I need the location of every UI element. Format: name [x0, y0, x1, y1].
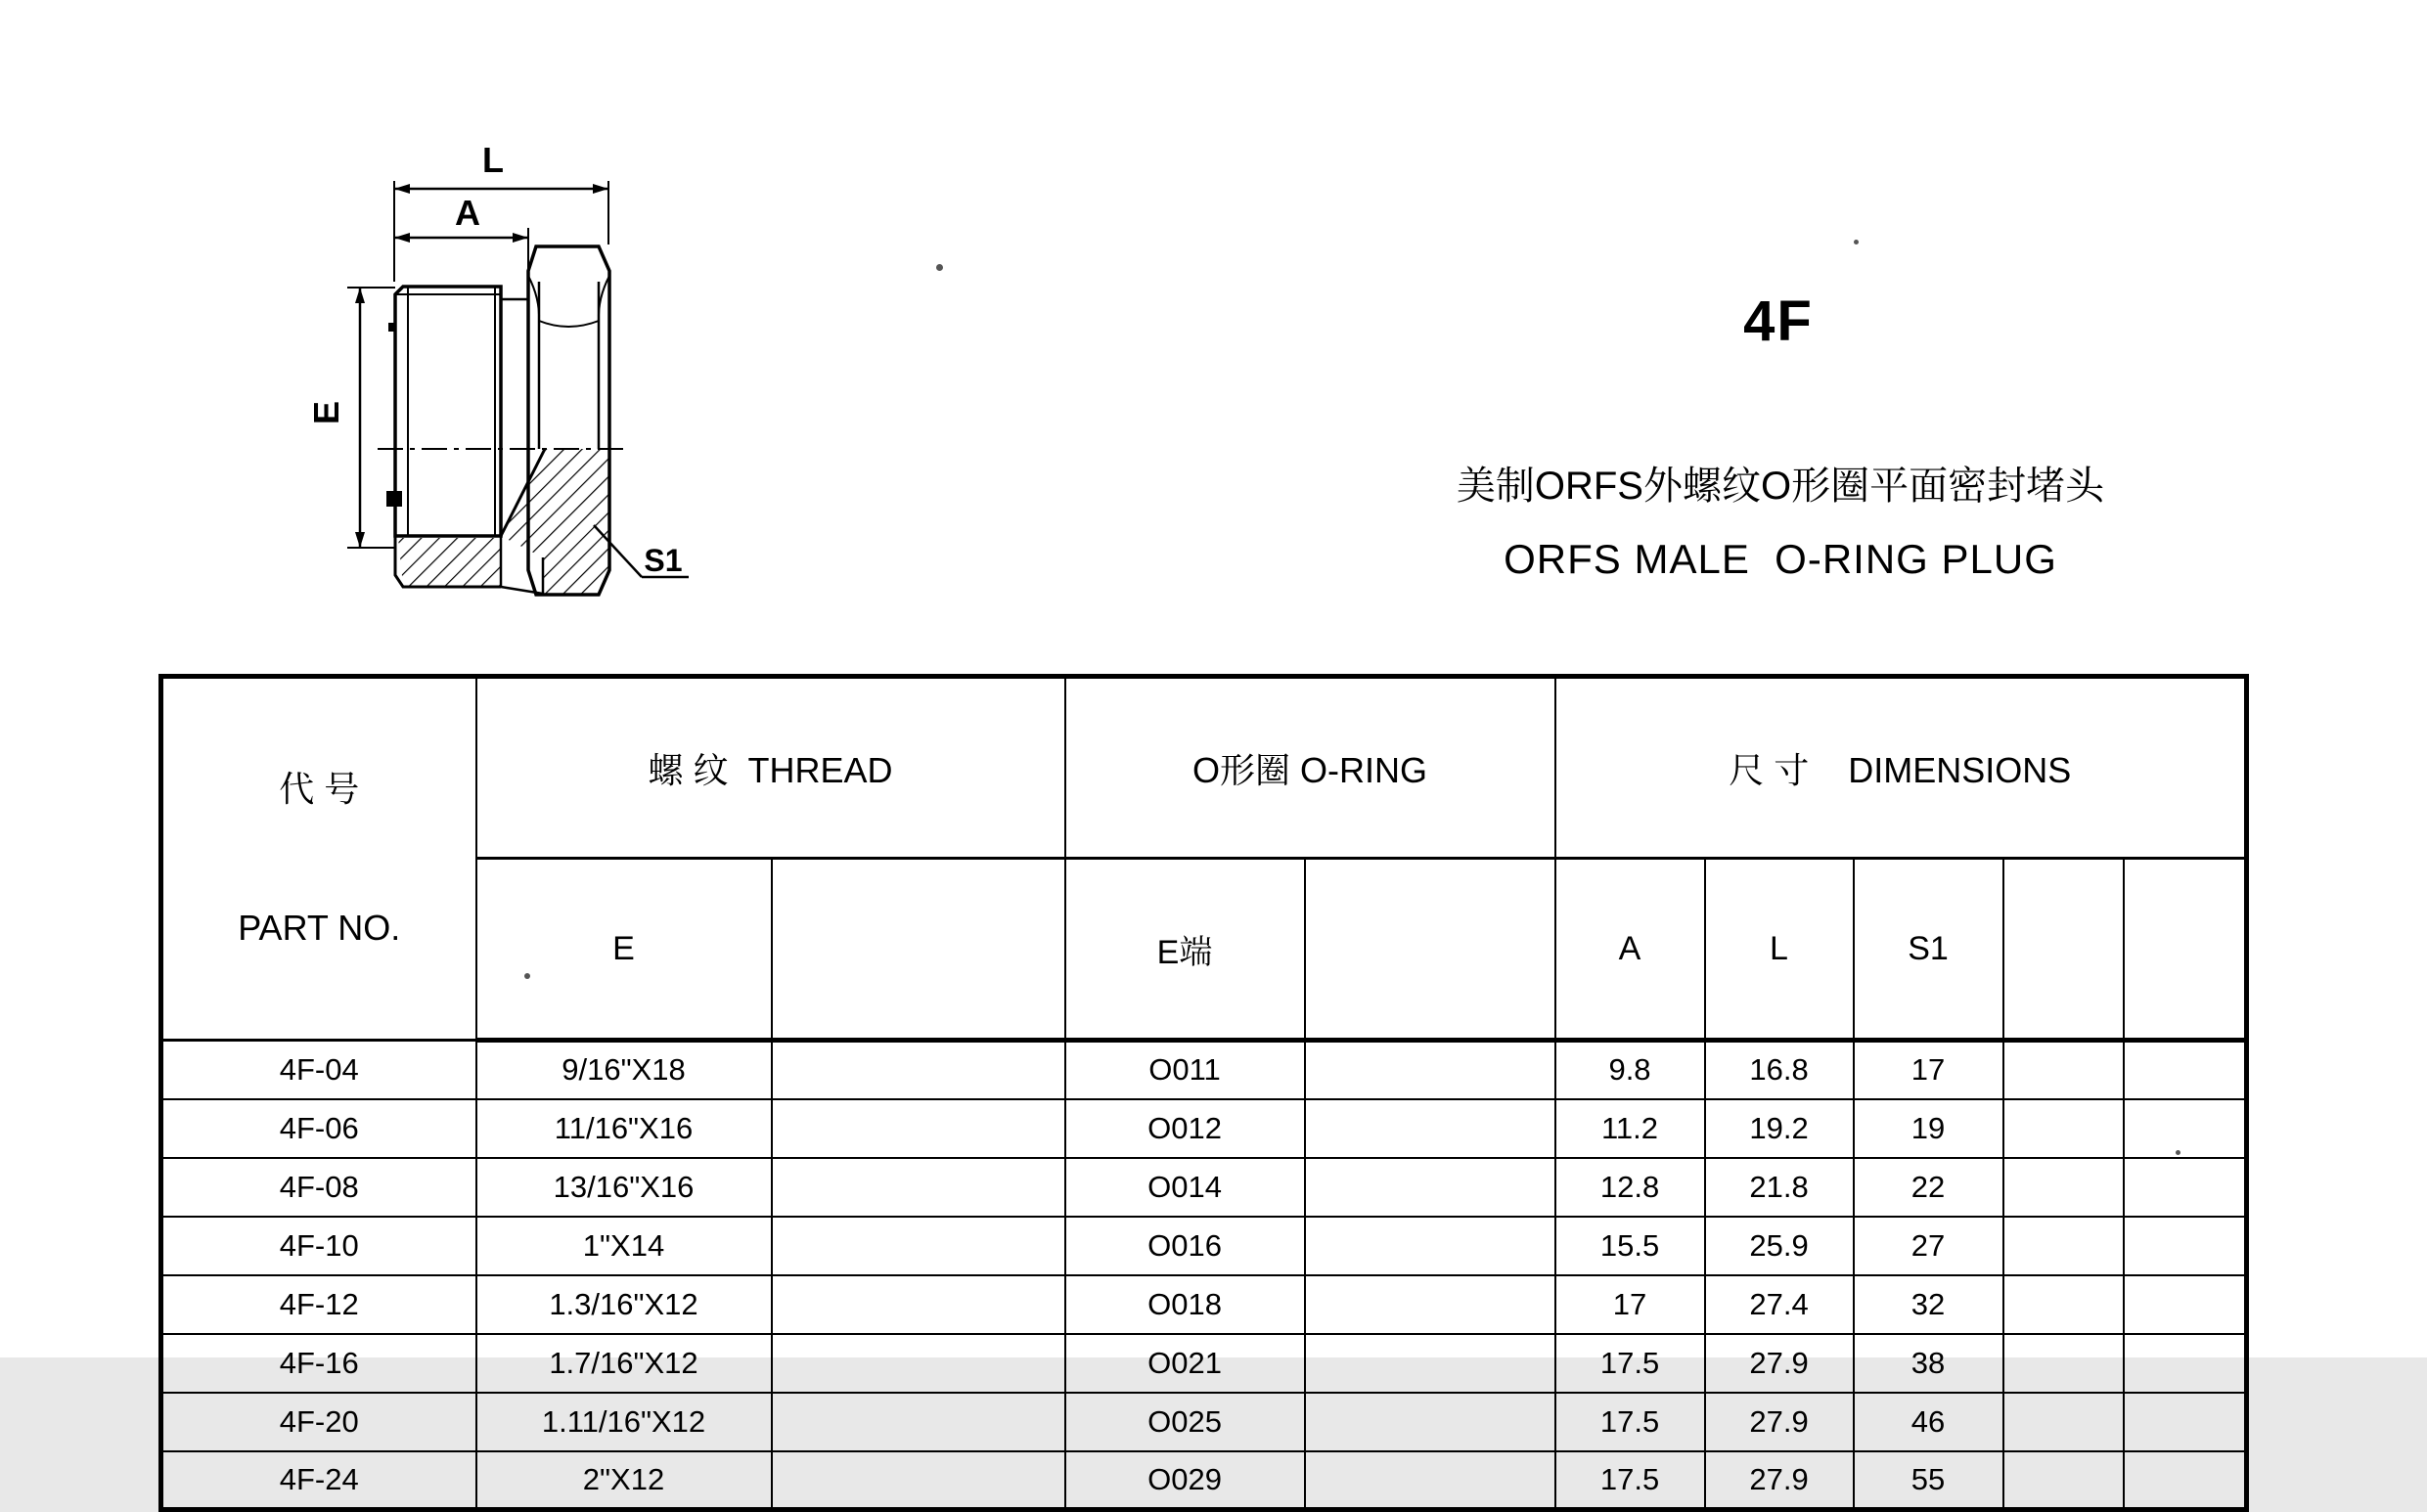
- cell-s1: 46: [1854, 1393, 2003, 1451]
- cell-a: 17: [1555, 1275, 1705, 1334]
- cell-empty: [2003, 1158, 2124, 1217]
- cell-l: 27.4: [1705, 1275, 1854, 1334]
- cell-empty: [2003, 1217, 2124, 1275]
- cell-empty: [2124, 1217, 2247, 1275]
- table-row: [161, 1393, 2247, 1451]
- table-row: [161, 1275, 2247, 1334]
- cell-empty: [772, 1158, 1065, 1217]
- cell-thread-e: 13/16"X16: [476, 1158, 772, 1217]
- cell-empty: [772, 1334, 1065, 1393]
- cell-a: 9.8: [1555, 1041, 1705, 1099]
- dim-label-e: E: [306, 400, 346, 425]
- cell-thread-e: 1.7/16"X12: [476, 1334, 772, 1393]
- cell-empty: [1305, 1451, 1555, 1510]
- cell-empty: [1305, 1334, 1555, 1393]
- header-part-no-en: PART NO.: [238, 908, 401, 948]
- cell-s1: 19: [1854, 1099, 2003, 1158]
- cell-thread-e: 11/16"X16: [476, 1099, 772, 1158]
- cell-empty: [1305, 1393, 1555, 1451]
- cell-empty: [1305, 1099, 1555, 1158]
- cell-a: 11.2: [1555, 1099, 1705, 1158]
- plug-section-drawing: [293, 108, 743, 655]
- cell-part-no: 4F-08: [161, 1158, 476, 1217]
- cell-l: 21.8: [1705, 1158, 1854, 1217]
- cell-empty: [772, 1275, 1065, 1334]
- cell-s1: 17: [1854, 1041, 2003, 1099]
- cell-oring-e: O011: [1065, 1041, 1305, 1099]
- technical-drawing: [293, 108, 743, 660]
- cell-empty: [1305, 1158, 1555, 1217]
- cell-l: 27.9: [1705, 1451, 1854, 1510]
- header-thread-group: 螺 纹 THREAD: [476, 677, 1065, 859]
- scan-speck: [524, 973, 530, 979]
- header-dimensions-group: 尺 寸 DIMENSIONS: [1555, 677, 2247, 859]
- cell-s1: 32: [1854, 1275, 2003, 1334]
- cell-oring-e: O021: [1065, 1334, 1305, 1393]
- cell-s1: 38: [1854, 1334, 2003, 1393]
- header-part-no-zh: 代 号: [279, 769, 360, 809]
- cell-thread-e: 9/16"X18: [476, 1041, 772, 1099]
- header-sub-e: E: [476, 859, 772, 1041]
- header-sub-empty-1: [772, 859, 1065, 1041]
- cell-oring-e: O014: [1065, 1158, 1305, 1217]
- product-title-en: ORFS MALE O-RING PLUG: [1504, 536, 2057, 582]
- header-sub-empty-3: [2003, 859, 2124, 1041]
- cell-empty: [2003, 1451, 2124, 1510]
- cell-part-no: 4F-16: [161, 1334, 476, 1393]
- dim-label-l: L: [482, 140, 504, 180]
- cell-part-no: 4F-04: [161, 1041, 476, 1099]
- cell-a: 12.8: [1555, 1158, 1705, 1217]
- cell-empty: [2003, 1334, 2124, 1393]
- cell-a: 17.5: [1555, 1334, 1705, 1393]
- table-row: [161, 1099, 2247, 1158]
- scan-speck: [2176, 1150, 2180, 1155]
- cell-empty: [2003, 1275, 2124, 1334]
- cell-thread-e: 1.3/16"X12: [476, 1275, 772, 1334]
- cell-empty: [2124, 1041, 2247, 1099]
- cell-oring-e: O016: [1065, 1217, 1305, 1275]
- cell-empty: [772, 1099, 1065, 1158]
- cell-empty: [2124, 1158, 2247, 1217]
- scan-speck: [1854, 240, 1859, 245]
- cell-oring-e: O025: [1065, 1393, 1305, 1451]
- cell-thread-e: 1.11/16"X12: [476, 1393, 772, 1451]
- header-sub-empty-4: [2124, 859, 2247, 1041]
- cell-s1: 27: [1854, 1217, 2003, 1275]
- cell-empty: [2124, 1451, 2247, 1510]
- cell-l: 25.9: [1705, 1217, 1854, 1275]
- cell-l: 27.9: [1705, 1393, 1854, 1451]
- dim-label-a: A: [455, 193, 480, 233]
- cell-empty: [772, 1041, 1065, 1099]
- cell-empty: [2124, 1275, 2247, 1334]
- table-row: [161, 1451, 2247, 1510]
- cell-thread-e: 2"X12: [476, 1451, 772, 1510]
- table-row: [161, 1217, 2247, 1275]
- cell-part-no: 4F-12: [161, 1275, 476, 1334]
- cell-empty: [1305, 1217, 1555, 1275]
- cell-l: 16.8: [1705, 1041, 1854, 1099]
- cell-thread-e: 1"X14: [476, 1217, 772, 1275]
- cell-a: 17.5: [1555, 1393, 1705, 1451]
- product-title-zh: 美制ORFS外螺纹O形圈平面密封堵头: [1456, 465, 2105, 508]
- cell-empty: [2003, 1393, 2124, 1451]
- cell-empty: [772, 1451, 1065, 1510]
- header-sub-empty-2: [1305, 859, 1555, 1041]
- page-code: 4F: [1743, 289, 1814, 353]
- cell-a: 17.5: [1555, 1451, 1705, 1510]
- cell-empty: [2124, 1393, 2247, 1451]
- cell-l: 27.9: [1705, 1334, 1854, 1393]
- cell-empty: [2003, 1099, 2124, 1158]
- cell-a: 15.5: [1555, 1217, 1705, 1275]
- header-sub-s1: S1: [1854, 859, 2003, 1041]
- cell-empty: [772, 1393, 1065, 1451]
- header-part-no: [161, 677, 476, 1041]
- cell-empty: [1305, 1041, 1555, 1099]
- table-row: [161, 1334, 2247, 1393]
- header-sub-e-end: E端: [1065, 859, 1305, 1041]
- cell-part-no: 4F-06: [161, 1099, 476, 1158]
- table-row: [161, 1158, 2247, 1217]
- scan-speck: [936, 264, 943, 271]
- cell-part-no: 4F-20: [161, 1393, 476, 1451]
- dim-label-s1: S1: [644, 543, 683, 578]
- spec-table: [158, 674, 2249, 1512]
- cell-oring-e: O029: [1065, 1451, 1305, 1510]
- cell-s1: 22: [1854, 1158, 2003, 1217]
- cell-empty: [1305, 1275, 1555, 1334]
- header-oring-group: O形圈 O-RING: [1065, 677, 1555, 859]
- cell-empty: [2124, 1334, 2247, 1393]
- cell-empty: [2124, 1099, 2247, 1158]
- cell-oring-e: O018: [1065, 1275, 1305, 1334]
- header-sub-l: L: [1705, 859, 1854, 1041]
- cell-empty: [772, 1217, 1065, 1275]
- table-row: [161, 1041, 2247, 1099]
- cell-part-no: 4F-10: [161, 1217, 476, 1275]
- cell-part-no: 4F-24: [161, 1451, 476, 1510]
- header-group-row: [161, 677, 2247, 859]
- header-sub-a: A: [1555, 859, 1705, 1041]
- cell-empty: [2003, 1041, 2124, 1099]
- cell-oring-e: O012: [1065, 1099, 1305, 1158]
- cell-l: 19.2: [1705, 1099, 1854, 1158]
- cell-s1: 55: [1854, 1451, 2003, 1510]
